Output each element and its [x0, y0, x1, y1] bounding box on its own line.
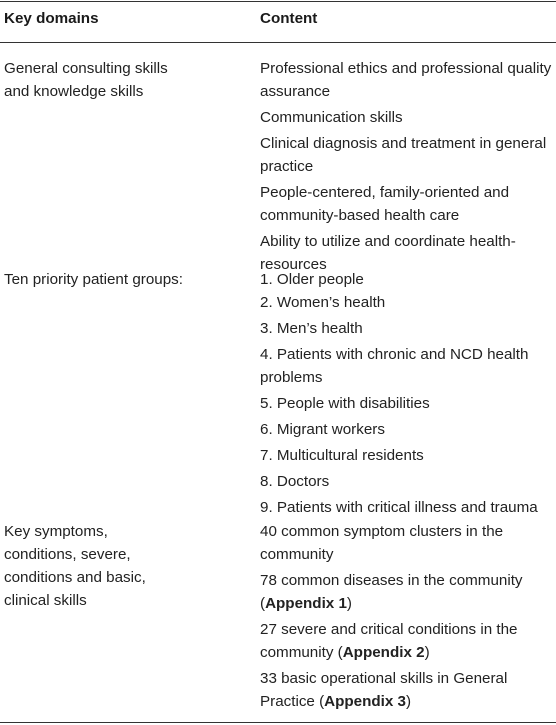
content-key-symptoms	[260, 520, 552, 713]
table-top-rule	[0, 1, 556, 2]
content-item: 9. Patients with critical illness and trauma	[260, 499, 538, 516]
appendix-1-ref: Appendix 1	[265, 595, 347, 612]
content-item: 7. Multicultural residents	[260, 447, 424, 464]
content-item: 78 common diseases in the community (Appendix 1)	[260, 572, 523, 612]
header-content: Content	[260, 10, 318, 27]
content-priority-groups	[260, 268, 552, 519]
content-item: 1. Older people	[260, 271, 364, 288]
content-item: People-centered, family-oriented and community-based health care	[260, 184, 510, 224]
content-item: 3. Men’s health	[260, 320, 363, 337]
content-item: 27 severe and critical conditions in the community (Appendix 2)	[260, 621, 518, 661]
content-item: 33 basic operational skills in General Practice (Appendix 3)	[260, 670, 508, 710]
domain-priority-groups: Ten priority patient groups:	[4, 271, 183, 288]
appendix-3-ref: Appendix 3	[324, 693, 406, 710]
domain-general-consulting: General consulting skills and knowledge skills	[4, 60, 168, 100]
header-key-domains: Key domains	[4, 10, 99, 27]
content-item: Professional ethics and professional quality assurance	[260, 60, 552, 100]
content-item: 4. Patients with chronic and NCD health problems	[260, 346, 529, 386]
content-item: Ability to utilize and coordinate health-resources	[260, 233, 516, 273]
content-general-consulting	[260, 57, 552, 276]
appendix-2-ref: Appendix 2	[342, 644, 425, 661]
content-item: 8. Doctors	[260, 473, 330, 490]
content-item: 6. Migrant workers	[260, 421, 385, 438]
content-item: Clinical diagnosis and treatment in general practice	[260, 135, 547, 175]
table-bottom-rule	[0, 722, 556, 723]
domain-key-symptoms: Key symptoms, conditions, severe, conditions and basic, clinical skills	[4, 523, 146, 609]
content-item: 40 common symptom clusters in the community	[260, 523, 504, 563]
content-item: 2. Women’s health	[260, 294, 386, 311]
header-rule	[0, 42, 556, 43]
content-item: Communication skills	[260, 109, 403, 126]
content-item: 5. People with disabilities	[260, 395, 430, 412]
